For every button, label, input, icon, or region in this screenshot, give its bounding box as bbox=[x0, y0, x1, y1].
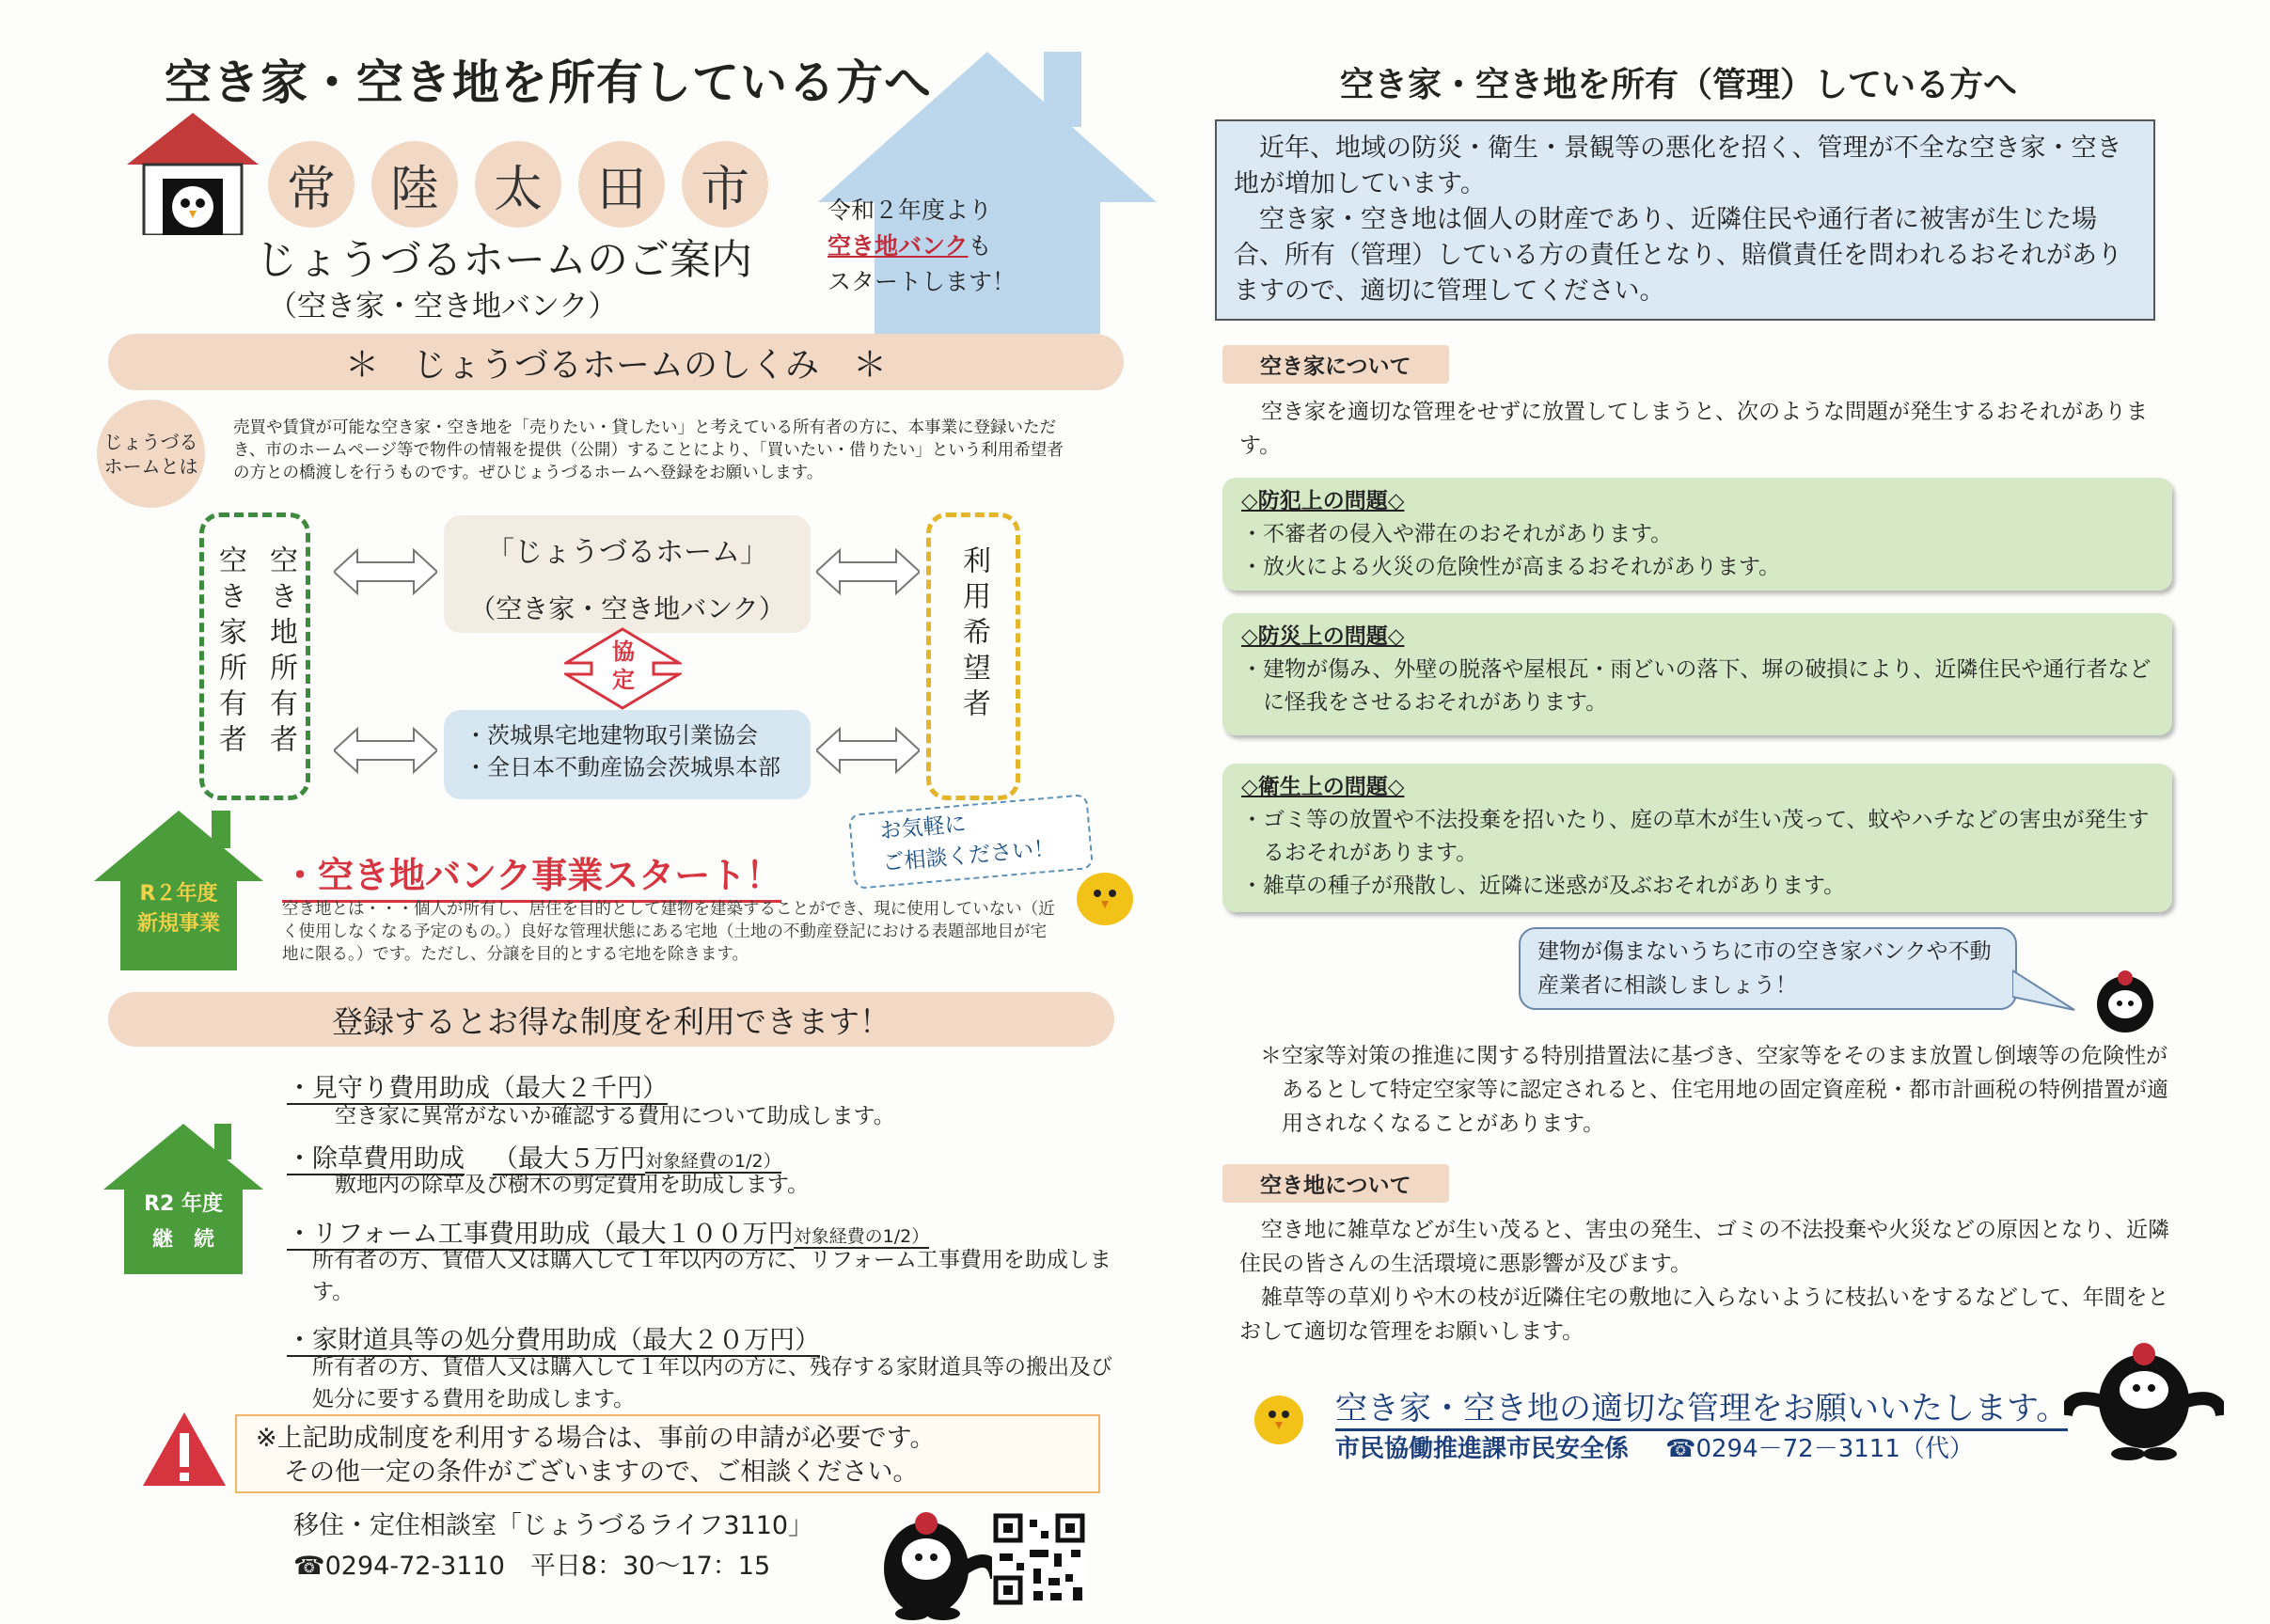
city-char: 太 bbox=[475, 141, 561, 228]
chick-mascot-icon bbox=[1067, 863, 1143, 929]
notice-line2 bbox=[828, 229, 1016, 264]
subsidy-2-name: ・除草費用助成 bbox=[287, 1144, 465, 1174]
warning-2: その他一定の条件がございますので、ご相談ください。 bbox=[284, 1458, 919, 1487]
warning-icon bbox=[141, 1411, 228, 1488]
dept-phone: ☎0294－72－3111（代） bbox=[1665, 1435, 1974, 1463]
intro-label-text: じょうづる ホームとは bbox=[103, 430, 198, 478]
subsidy-2-max: （最大５万円 bbox=[493, 1144, 645, 1174]
city-char: 市 bbox=[682, 141, 768, 228]
contact-phone: ☎0294-72-3110 平日8：30～17：15 bbox=[293, 1552, 771, 1581]
association-box bbox=[444, 710, 811, 799]
jozuru-home-box bbox=[444, 515, 811, 633]
right-title: 空き家・空き地を所有（管理）している方へ bbox=[1340, 66, 2018, 104]
subsidy-3-name: ・リフォーム工事費用助成 bbox=[287, 1220, 591, 1249]
dept-name: 市民協働推進課市民安全係 bbox=[1335, 1435, 1630, 1463]
startup-text: 空き地とは・・・個人が所有し、居住を目的として建物を建築することができ、現に使用していない（近く使用しなくなる予定のもの。）良好な管理状態にある宅地（土地の不動産登記における表題部地目が宅地に限る。）です。ただし、分譲を目的とする宅地を除きます。 bbox=[282, 900, 1055, 964]
city-name bbox=[268, 141, 768, 228]
sanitary-2: ・雑草の種子が飛散し、近隣に迷惑が及ぶおそれがあります。 bbox=[1241, 874, 1846, 898]
r2-new-label: R２年度 新規事業 bbox=[136, 882, 220, 936]
sanitary-box bbox=[1222, 764, 2172, 912]
subtitle-bank: （空き家・空き地バンク） bbox=[268, 290, 618, 323]
subsidy-4-desc: 所有者の方、賃借人又は購入して１年以内の方に、残存する家財道具等の搬出及び処分に要する費用を助成します。 bbox=[312, 1355, 1112, 1411]
info-para-2: 空き家・空き地は個人の財産であり、近隣住民や通行者に被害が生じた場合、所有（管理）している方の責任となり、賠償責任を問われるおそれがありますので、適切に管理してください。 bbox=[1234, 205, 2122, 306]
land-para-2: 雑草等の草刈りや木の枝が近隣住宅の敷地に入らないように枝払いをするなどして、年間をとおして適切な管理をお願いします。 bbox=[1239, 1285, 2169, 1344]
center-title: 「じょうづるホーム」 bbox=[486, 536, 768, 569]
subsidy-1-name: ・見守り費用助成 bbox=[287, 1074, 490, 1103]
notice-line1: 令和２年度より bbox=[828, 197, 993, 224]
speech-bubble bbox=[1519, 927, 2017, 1010]
city-char: 常 bbox=[268, 141, 355, 228]
subsidy-1-title bbox=[287, 1067, 668, 1104]
band-mechanism: ＊ じょうづるホームのしくみ ＊ bbox=[108, 334, 1124, 390]
black-mascot-icon bbox=[2064, 1335, 2224, 1467]
house-owl-icon bbox=[127, 113, 259, 235]
intro-text: 売買や賃貸が可能な空き家・空き地を「売りたい・貸したい」と考えている所有者の方に、本事業に登録いただき、市のホームページ等で物件の情報を提供（公開）することにより、「買いたい・借りたい」という利用希望者の方との橋渡しを行うものです。ぜひじょうづるホームへ登録をお願いします。 bbox=[233, 418, 1064, 482]
double-arrow-icon bbox=[334, 548, 437, 595]
house-intro: 空き家を適切な管理をせずに放置してしまうと、次のような問題が発生するおそれがあります。 bbox=[1239, 400, 2148, 458]
notice-suffix: も bbox=[968, 232, 992, 260]
subsidy-1-max: （最大２千円） bbox=[490, 1074, 668, 1103]
subsidy-3-ratio: 対象経費の1/2） bbox=[793, 1226, 930, 1247]
double-arrow-icon bbox=[334, 727, 437, 774]
law-note: ＊空家等対策の推進に関する特別措置法に基づき、空家等をそのまま放置し倒壊等の危険性があるとして特定空家等に認定されると、住宅用地の固定資産税・都市計画税の特例措置が適用されなくなることがあります。 bbox=[1260, 1044, 2168, 1136]
disaster-head: ◇防災上の問題◇ bbox=[1241, 624, 1405, 649]
subsidy-3-desc: 所有者の方、賃借人又は購入して１年以内の方に、リフォーム工事費用を助成します。 bbox=[312, 1248, 1111, 1304]
users-box bbox=[926, 512, 1020, 800]
owners-col2: 空き地所有者 bbox=[264, 545, 297, 760]
crime-head: ◇防犯上の問題◇ bbox=[1241, 489, 1405, 513]
feel-free-bubble bbox=[848, 794, 1094, 890]
band-benefits: 登録するとお得な制度を利用できます！ bbox=[108, 992, 1114, 1047]
land-para-1: 空き地に雑草などが生い茂ると、害虫の発生、ゴミの不法投棄や火災などの原因となり、近隣住民の皆さんの生活環境に悪影響が及びます。 bbox=[1239, 1218, 2169, 1276]
double-arrow-icon bbox=[816, 548, 920, 595]
subsidy-3-max: （最大１００万円 bbox=[590, 1220, 794, 1249]
assoc-2: ・全日本不動産協会茨城県本部 bbox=[465, 754, 780, 780]
sanitary-head: ◇衛生上の問題◇ bbox=[1241, 775, 1405, 799]
subsidy-4-name: ・家財道具等の処分費用助成 bbox=[287, 1326, 617, 1355]
startup-heading: ・空き地バンク事業スタート！ bbox=[282, 846, 781, 903]
subtitle: じょうづるホームのご案内 bbox=[256, 236, 752, 284]
main-title: 空き家・空き地を所有している方へ bbox=[165, 55, 932, 110]
notice-line3: スタートします！ bbox=[828, 268, 1017, 295]
speech-tail-icon bbox=[2012, 969, 2078, 1016]
info-para-1: 近年、地域の防災・衛生・景観等の悪化を招く、管理が不全な空き家・空き地が増加しています。 bbox=[1234, 134, 2122, 198]
crime-2: ・放火による火災の危険性が高まるおそれがあります。 bbox=[1241, 555, 1781, 579]
speech-text: 建物が傷まないうちに市の空き家バンクや不動産業者に相談しましょう！ bbox=[1537, 939, 1992, 998]
chick-mascot-icon bbox=[1246, 1384, 1312, 1450]
double-arrow-icon bbox=[816, 727, 920, 774]
assoc-1: ・茨城県宅地建物取引業協会 bbox=[465, 722, 758, 749]
agreement-label: 協定 bbox=[612, 639, 635, 693]
tag-vacant-land: 空き地について bbox=[1222, 1164, 1449, 1203]
disaster-1: ・建物が傷み、外壁の脱落や屋根瓦・雨どいの落下、塀の破損により、近隣住民や通行者などに怪我をさせるおそれがあります。 bbox=[1241, 657, 2152, 715]
department bbox=[1335, 1429, 1974, 1464]
info-box bbox=[1215, 119, 2155, 321]
warning-1: ※上記助成制度を利用する場合は、事前の申請が必要です。 bbox=[256, 1424, 936, 1453]
intro-label bbox=[97, 400, 205, 508]
contact-title: 移住・定住相談室「じょうづるライフ3110」 bbox=[293, 1511, 814, 1540]
crime-box bbox=[1222, 478, 2172, 591]
crime-1: ・不審者の侵入や滞在のおそれがあります。 bbox=[1241, 522, 1673, 546]
tag-vacant-house: 空き家について bbox=[1222, 345, 1449, 384]
owners-box bbox=[199, 512, 310, 800]
owners-col1: 空き家所有者 bbox=[213, 545, 246, 760]
center-sub: （空き家・空き地バンク） bbox=[469, 593, 785, 624]
notice-red: 空き地バンク bbox=[828, 232, 969, 260]
qr-code[interactable] bbox=[992, 1512, 1086, 1606]
feel-free-2: ご相談ください！ bbox=[881, 836, 1057, 876]
city-char: 田 bbox=[578, 141, 665, 228]
black-mascot-icon bbox=[860, 1503, 1001, 1620]
disaster-box bbox=[1222, 613, 2172, 735]
subsidy-2-desc: 敷地内の除草及び樹木の剪定費用を助成します。 bbox=[335, 1173, 810, 1197]
subsidy-4-max: （最大２０万円） bbox=[617, 1326, 820, 1355]
city-char: 陸 bbox=[371, 141, 458, 228]
sanitary-1: ・ゴミ等の放置や不法投棄を招いたり、庭の草木が生い茂って、蚊やハチなどの害虫が発生するおそれがあります。 bbox=[1241, 808, 2150, 865]
subsidy-1-desc: 空き家に異常がないか確認する費用について助成します。 bbox=[335, 1104, 895, 1128]
feel-free-1: お気軽に bbox=[878, 812, 968, 844]
warning-box bbox=[235, 1414, 1100, 1493]
notice-text bbox=[828, 193, 1016, 300]
users-text: 利用希望者 bbox=[957, 545, 990, 724]
black-mascot-head-icon bbox=[2092, 969, 2158, 1034]
r2-cont-label: R2 年度 継 続 bbox=[144, 1192, 223, 1252]
subsidy-2-ratio: 対象経費の1/2） bbox=[645, 1151, 781, 1172]
final-message: 空き家・空き地の適切な管理をお願いいたします。 bbox=[1335, 1382, 2068, 1431]
